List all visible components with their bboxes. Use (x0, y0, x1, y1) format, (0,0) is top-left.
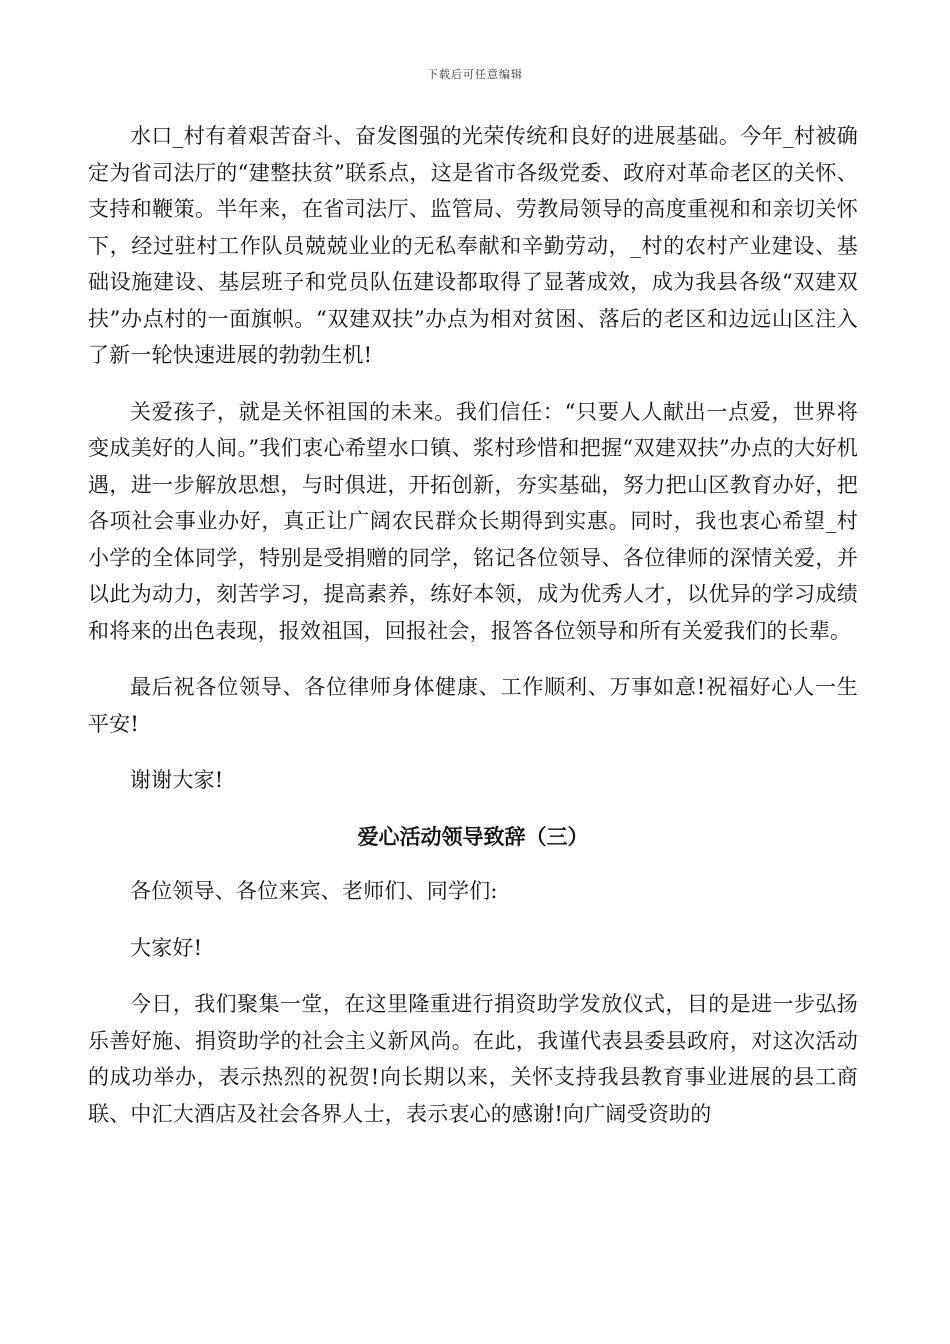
paragraph-opening-speech: 今日，我们聚集一堂，在这里隆重进行捐资助学发放仪式，目的是进一步弘扬乐善好施、捐资助学的社会主义新风尚。在此，我谨代表县委县政府，对这次活动的成功举办，表示热烈的祝贺!向长期以来，关怀支持我县教育事业进展的县工商联、中汇大酒店及社会各界人士，表示衷心的感谢!向广阔受资助的 (88, 992, 858, 1126)
header-note: 下载后可任意编辑 (427, 68, 523, 81)
document-body (88, 118, 858, 1152)
paragraph-best-wishes: 最后祝各位领导、各位律师身体健康、工作顺利、万事如意!祝福好心人一生平安! (88, 675, 858, 736)
paragraph-salutation: 各位领导、各位来宾、老师们、同学们: (130, 879, 498, 903)
paragraph-greeting: 大家好! (130, 935, 203, 960)
section-title: 爱心活动领导致辞（三） (357, 823, 589, 849)
paragraph-thanks: 谢谢大家! (130, 768, 224, 792)
paragraph-care-children: 关爱孩子，就是关怀祖国的未来。我们信任：“只要人人献出一点爱，世界将变成美好的人间。”我们衷心希望水口镇、浆村珍惜和把握“双建双扶”办点的大好机遇，进一步解放思想，与时俱进，开拓创新，夯实基础，努力把山区教育办好，把各项社会事业办好，真正让广阔农民群众长期得到实惠。同时，我也衷心希望_村小学的全体同学，特别是受捐赠的同学，铭记各位领导、各位律师的深情关爱，并以此为动力，刻苦学习，提高素养，练好本领，成为优秀人才，以优异的学习成绩和将来的出色表现，报效祖国，回报社会，报答各位领导和所有关爱我们的长辈。 (88, 399, 858, 643)
paragraph-village-intro: 水口_村有着艰苦奋斗、奋发图强的光荣传统和良好的进展基础。今年_村被确定为省司法厅的“建整扶贫”联系点，这是省市各级党委、政府对革命老区的关怀、支持和鞭策。半年来，在省司法厅、监管局、劳教局领导的高度重视和和亲切关怀下，经过驻村工作队员兢兢业业的无私奉献和辛勤劳动，_村的农村产业建设、基础设施建设、基层班子和党员队伍建设都取得了显著成效，成为我县各级“双建双扶”办点村的一面旗帜。“双建双扶”办点为相对贫困、落后的老区和边远山区注入了新一轮快速进展的勃勃生机! (88, 124, 858, 367)
